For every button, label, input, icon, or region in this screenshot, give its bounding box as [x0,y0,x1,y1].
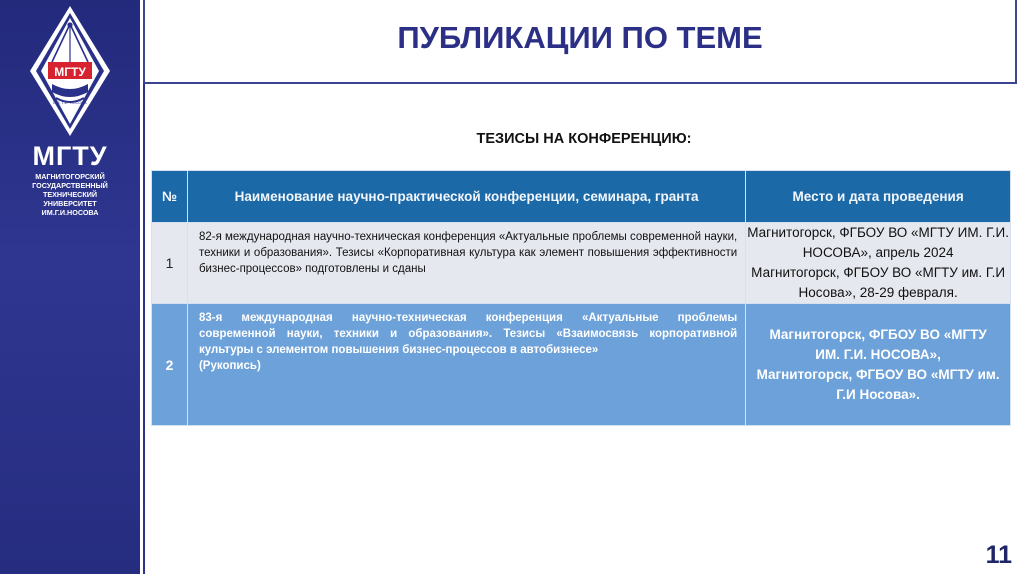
row-place-line: Магнитогорск, ФГБОУ ВО «МГТУ им. Г.И Носова». [756,366,1000,402]
university-emblem-icon [28,4,112,138]
table-header-row [152,171,1011,223]
conference-table [151,170,1011,426]
row-num: 2 [152,304,188,426]
row-place-line: Магнитогорск, ФГБОУ ВО «МГТУ ИМ. Г.И. НОСОВА», апрель 2024 [747,225,1009,260]
header-box [143,0,1017,84]
row-place-line: Магнитогорск, ФГБОУ ВО «МГТУ ИМ. Г.И. НОСОВА», [769,326,987,362]
page-title: ПУБЛИКАЦИИ ПО ТЕМЕ [397,20,763,55]
table-row [152,304,1011,426]
row-name [187,304,745,426]
brand-subtitle-line: ГОСУДАРСТВЕННЫЙ [32,181,108,190]
brand-subtitle-line: ТЕХНИЧЕСКИЙ [42,190,98,199]
column-header-name: Наименование научно-практической конференции, семинара, гранта [187,171,745,223]
section-subtitle: ТЕЗИСЫ НА КОНФЕРЕНЦИЮ: [476,131,692,147]
row-place [746,304,1011,426]
brand-subtitle-line: УНИВЕРСИТЕТ [43,199,97,208]
page-number: 11 [985,541,1012,569]
table-row [152,223,1011,304]
brand-title: МГТУ [32,141,108,171]
row-name-text: 83-я международная научно-техническая конференция «Актуальные проблемы современной науки, техники и образования». Тезисы «Взаимосвязь корпоративной культуры с элементом повышения бизнес-процессов в автобизнесе» [198,312,738,356]
row-name [187,223,745,304]
sidebar-divider [143,0,145,574]
column-header-num: № [152,171,188,223]
row-num: 1 [152,223,188,304]
emblem-ribbon-text: ИМ. Г.И. НОСОВА [53,100,87,105]
brand-subtitle [8,172,132,217]
brand-subtitle-line: МАГНИТОГОРСКИЙ [35,172,105,181]
emblem-logo-text: МГТУ [54,65,86,79]
row-name-text: 82-я международная научно-техническая конференция «Актуальные проблемы современной науки, техники и образования». Тезисы «Корпоративная культура как элемент повышения эффективности бизнес-процессов» подготовлены и сданы [198,231,738,275]
brand-subtitle-line: ИМ.Г.И.НОСОВА [41,208,99,217]
sidebar [0,0,140,574]
column-header-place: Место и дата проведения [746,171,1011,223]
row-place-line: Магнитогорск, ФГБОУ ВО «МГТУ им. Г.И Носова», 28-29 февраля. [751,265,1006,300]
row-place [746,223,1011,304]
row-name-note: (Рукопись) [198,360,261,372]
